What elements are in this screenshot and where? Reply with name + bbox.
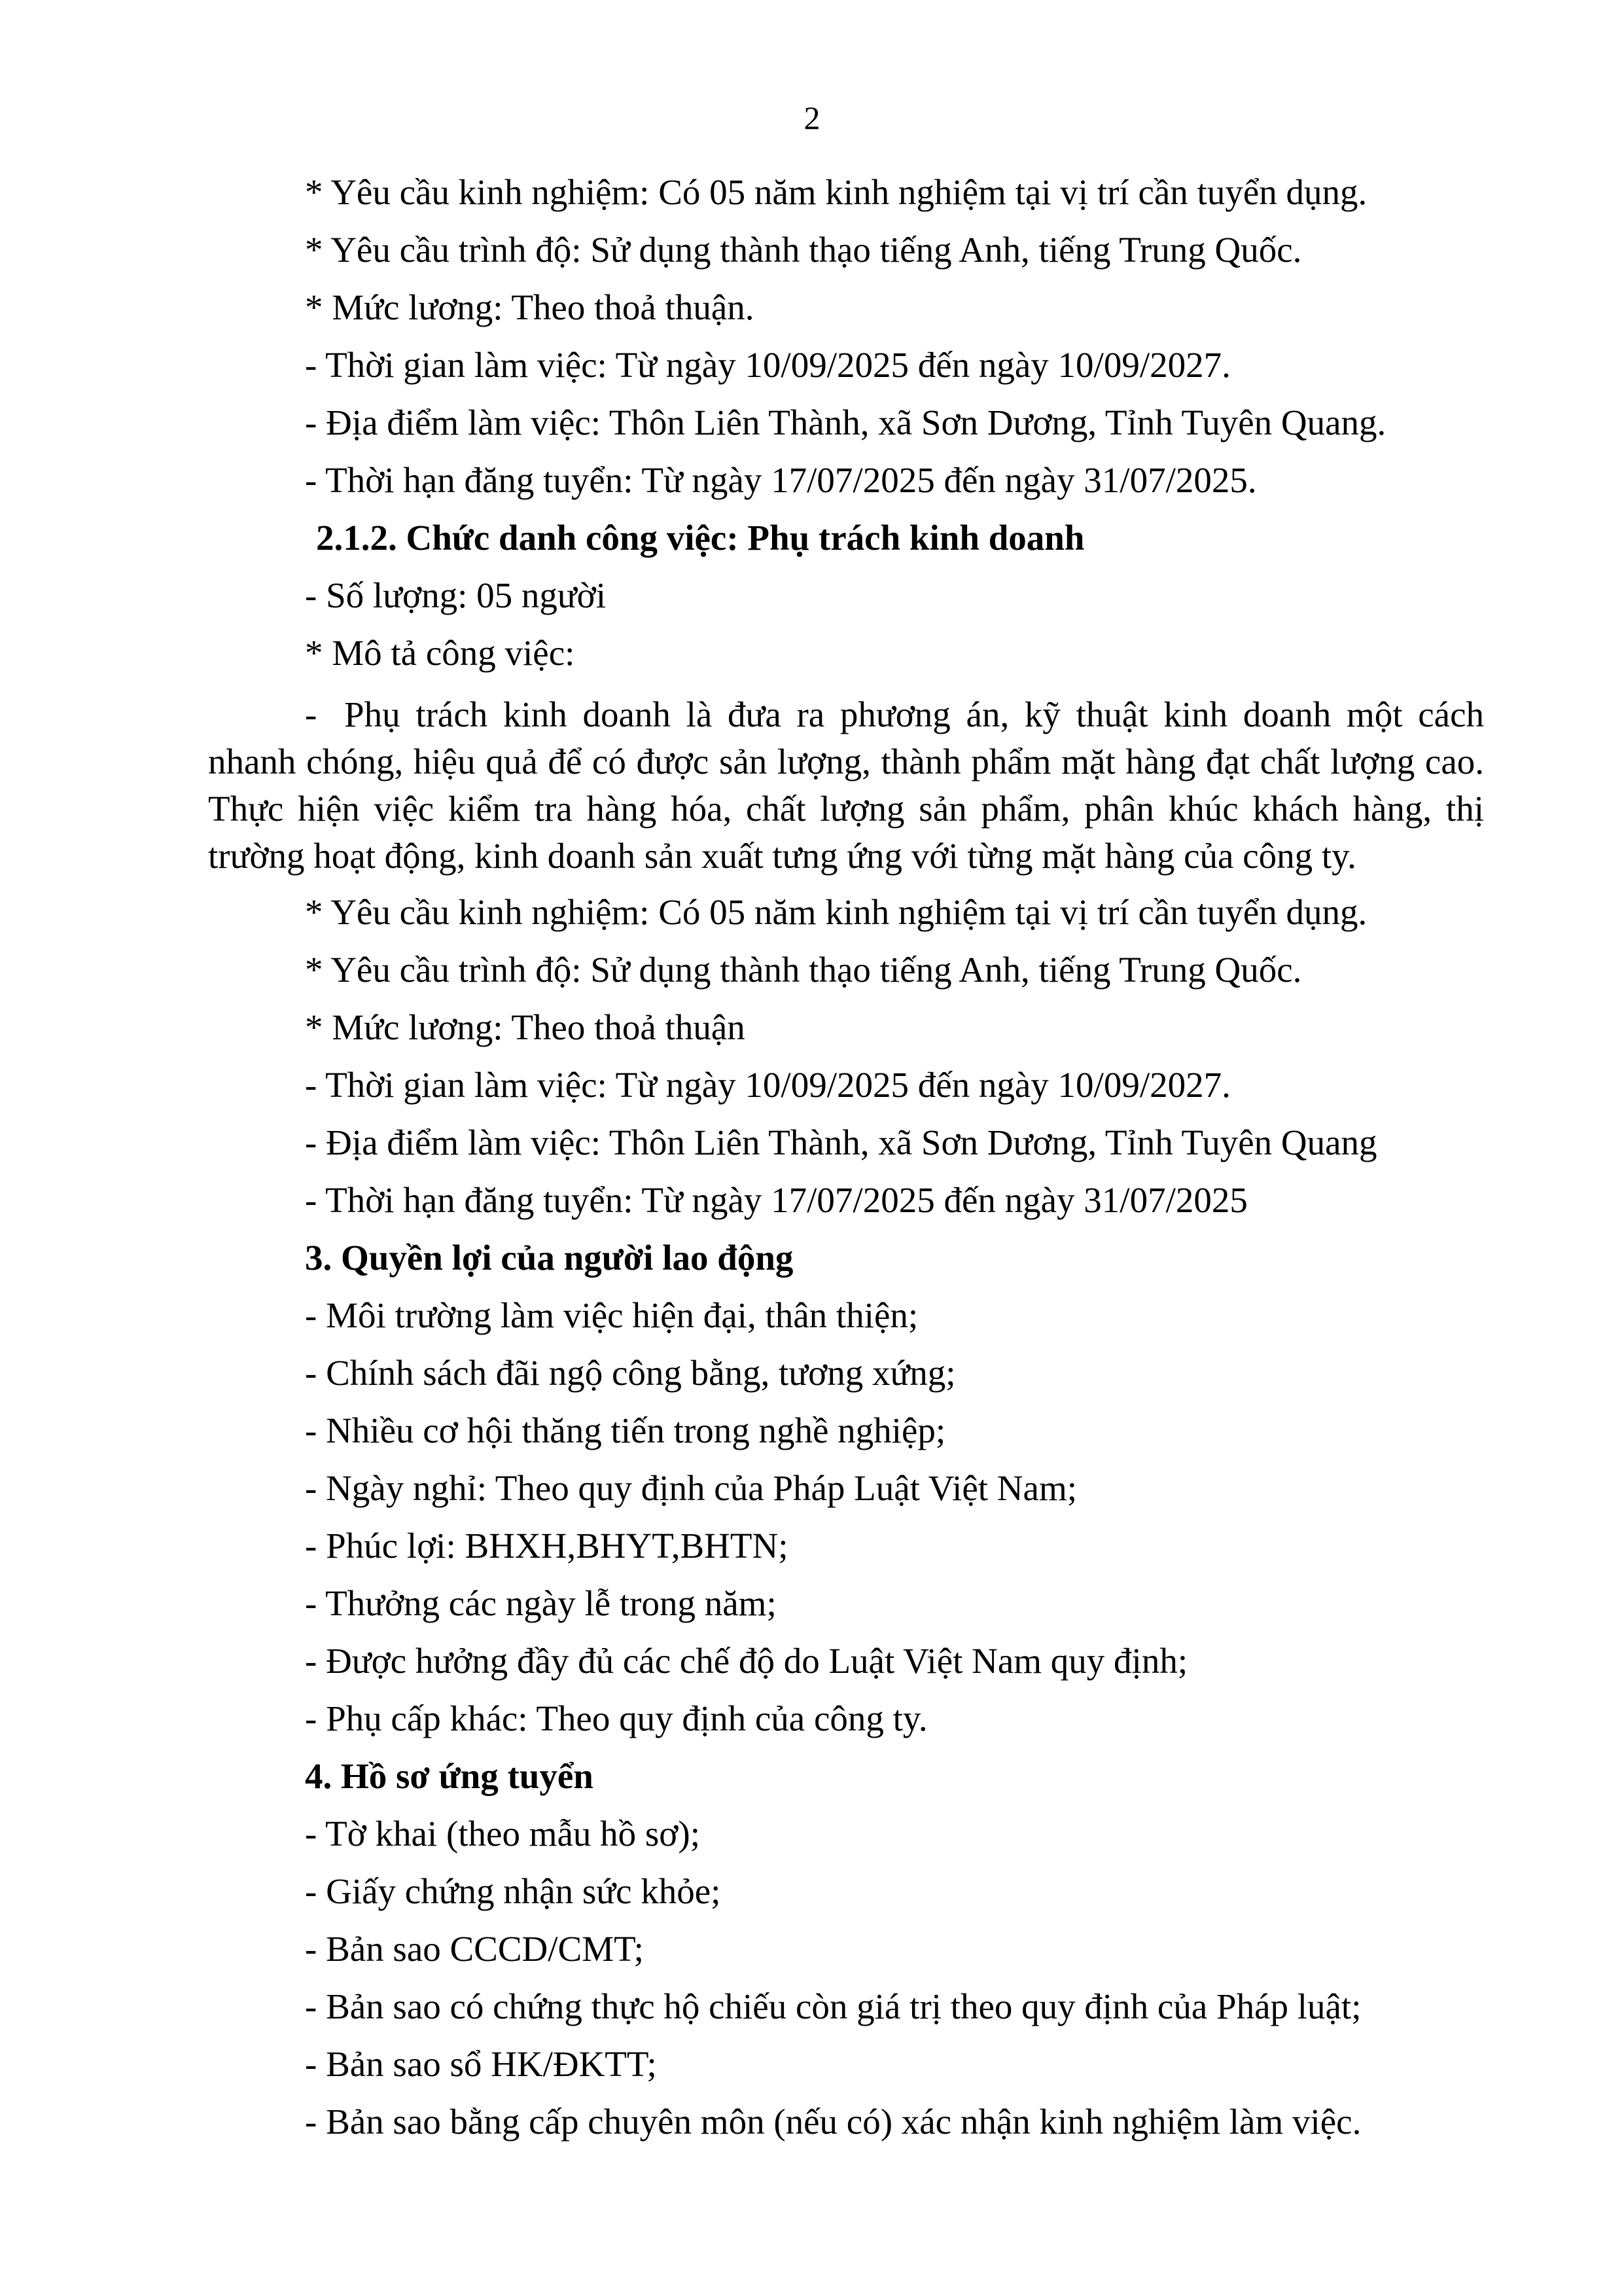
- job-description-text: Phụ trách kinh doanh là đưa ra phương án, kỹ thuật kinh doanh một cách nhanh chóng, hiệu quả để có được sản lượng, thành phẩm mặt hàng đạt chất lượng cao. Thực hiện việc kiểm tra hàng hóa, chất lượng sản phẩm, phân khúc khách hàng, thị trường hoạt động, kinh doanh sản xuất tưng ứng với từng mặt hàng của công ty.: [208, 694, 1484, 876]
- section-heading-benefits: 3. Quyền lợi của người lao động: [305, 1238, 794, 1278]
- job-description-label: * Mô tả công việc:: [305, 633, 575, 673]
- recruitment-deadline: - Thời hạn đăng tuyển: Từ ngày 17/07/2025 đến ngày 31/07/2025.: [305, 460, 1257, 500]
- salary: * Mức lương: Theo thoả thuận: [305, 1007, 745, 1047]
- list-item: - Được hưởng đầy đủ các chế độ do Luật Việt Nam quy định;: [305, 1641, 1188, 1681]
- list-item: - Giấy chứng nhận sức khỏe;: [305, 1871, 721, 1911]
- list-item: - Bản sao bằng cấp chuyên môn (nếu có) xác nhận kinh nghiệm làm việc.: [305, 2102, 1362, 2142]
- list-item: - Bản sao sổ HK/ĐKTT;: [305, 2044, 657, 2084]
- list-item: - Phúc lợi: BHXH,BHYT,BHTN;: [305, 1526, 788, 1566]
- section-heading-application: 4. Hồ sơ ứng tuyển: [305, 1756, 593, 1796]
- list-item: - Môi trường làm việc hiện đại, thân thiện;: [305, 1295, 919, 1335]
- document-body: [208, 164, 1484, 2151]
- working-time: - Thời gian làm việc: Từ ngày 10/09/2025 đến ngày 10/09/2027.: [305, 345, 1231, 385]
- list-item: - Bản sao có chứng thực hộ chiếu còn giá trị theo quy định của Pháp luật;: [305, 1986, 1362, 2026]
- desc-dash: -: [305, 694, 317, 734]
- requirement-education: * Yêu cầu trình độ: Sử dụng thành thạo tiếng Anh, tiếng Trung Quốc.: [305, 230, 1302, 270]
- list-item: - Tờ khai (theo mẫu hồ sơ);: [305, 1814, 700, 1854]
- job-description-paragraph: [208, 691, 1484, 880]
- list-item: - Phụ cấp khác: Theo quy định của công ty.: [305, 1698, 928, 1738]
- page-number: 2: [803, 99, 821, 136]
- recruitment-deadline: - Thời hạn đăng tuyển: Từ ngày 17/07/2025 đến ngày 31/07/2025: [305, 1180, 1248, 1220]
- working-time: - Thời gian làm việc: Từ ngày 10/09/2025 đến ngày 10/09/2027.: [305, 1065, 1231, 1105]
- working-location: - Địa điểm làm việc: Thôn Liên Thành, xã Sơn Dương, Tỉnh Tuyên Quang: [305, 1122, 1377, 1162]
- list-item: - Thưởng các ngày lễ trong năm;: [305, 1583, 777, 1623]
- list-item: - Bản sao CCCD/CMT;: [305, 1929, 644, 1969]
- list-item: - Ngày nghỉ: Theo quy định của Pháp Luật Việt Nam;: [305, 1468, 1078, 1508]
- list-item: - Nhiều cơ hội thăng tiến trong nghề nghiệp;: [305, 1410, 946, 1450]
- requirement-education: * Yêu cầu trình độ: Sử dụng thành thạo tiếng Anh, tiếng Trung Quốc.: [305, 950, 1302, 990]
- requirement-experience: * Yêu cầu kinh nghiệm: Có 05 năm kinh nghiệm tại vị trí cần tuyển dụng.: [305, 892, 1368, 932]
- working-location: - Địa điểm làm việc: Thôn Liên Thành, xã Sơn Dương, Tỉnh Tuyên Quang.: [305, 403, 1386, 442]
- quantity: - Số lượng: 05 người: [305, 575, 607, 615]
- list-item: - Chính sách đãi ngộ công bằng, tương xứng;: [305, 1353, 956, 1393]
- section-heading-212: 2.1.2. Chức danh công việc: Phụ trách kinh doanh: [316, 518, 1085, 558]
- requirement-experience: * Yêu cầu kinh nghiệm: Có 05 năm kinh nghiệm tại vị trí cần tuyển dụng.: [305, 172, 1368, 212]
- salary: * Mức lương: Theo thoả thuận.: [305, 287, 754, 327]
